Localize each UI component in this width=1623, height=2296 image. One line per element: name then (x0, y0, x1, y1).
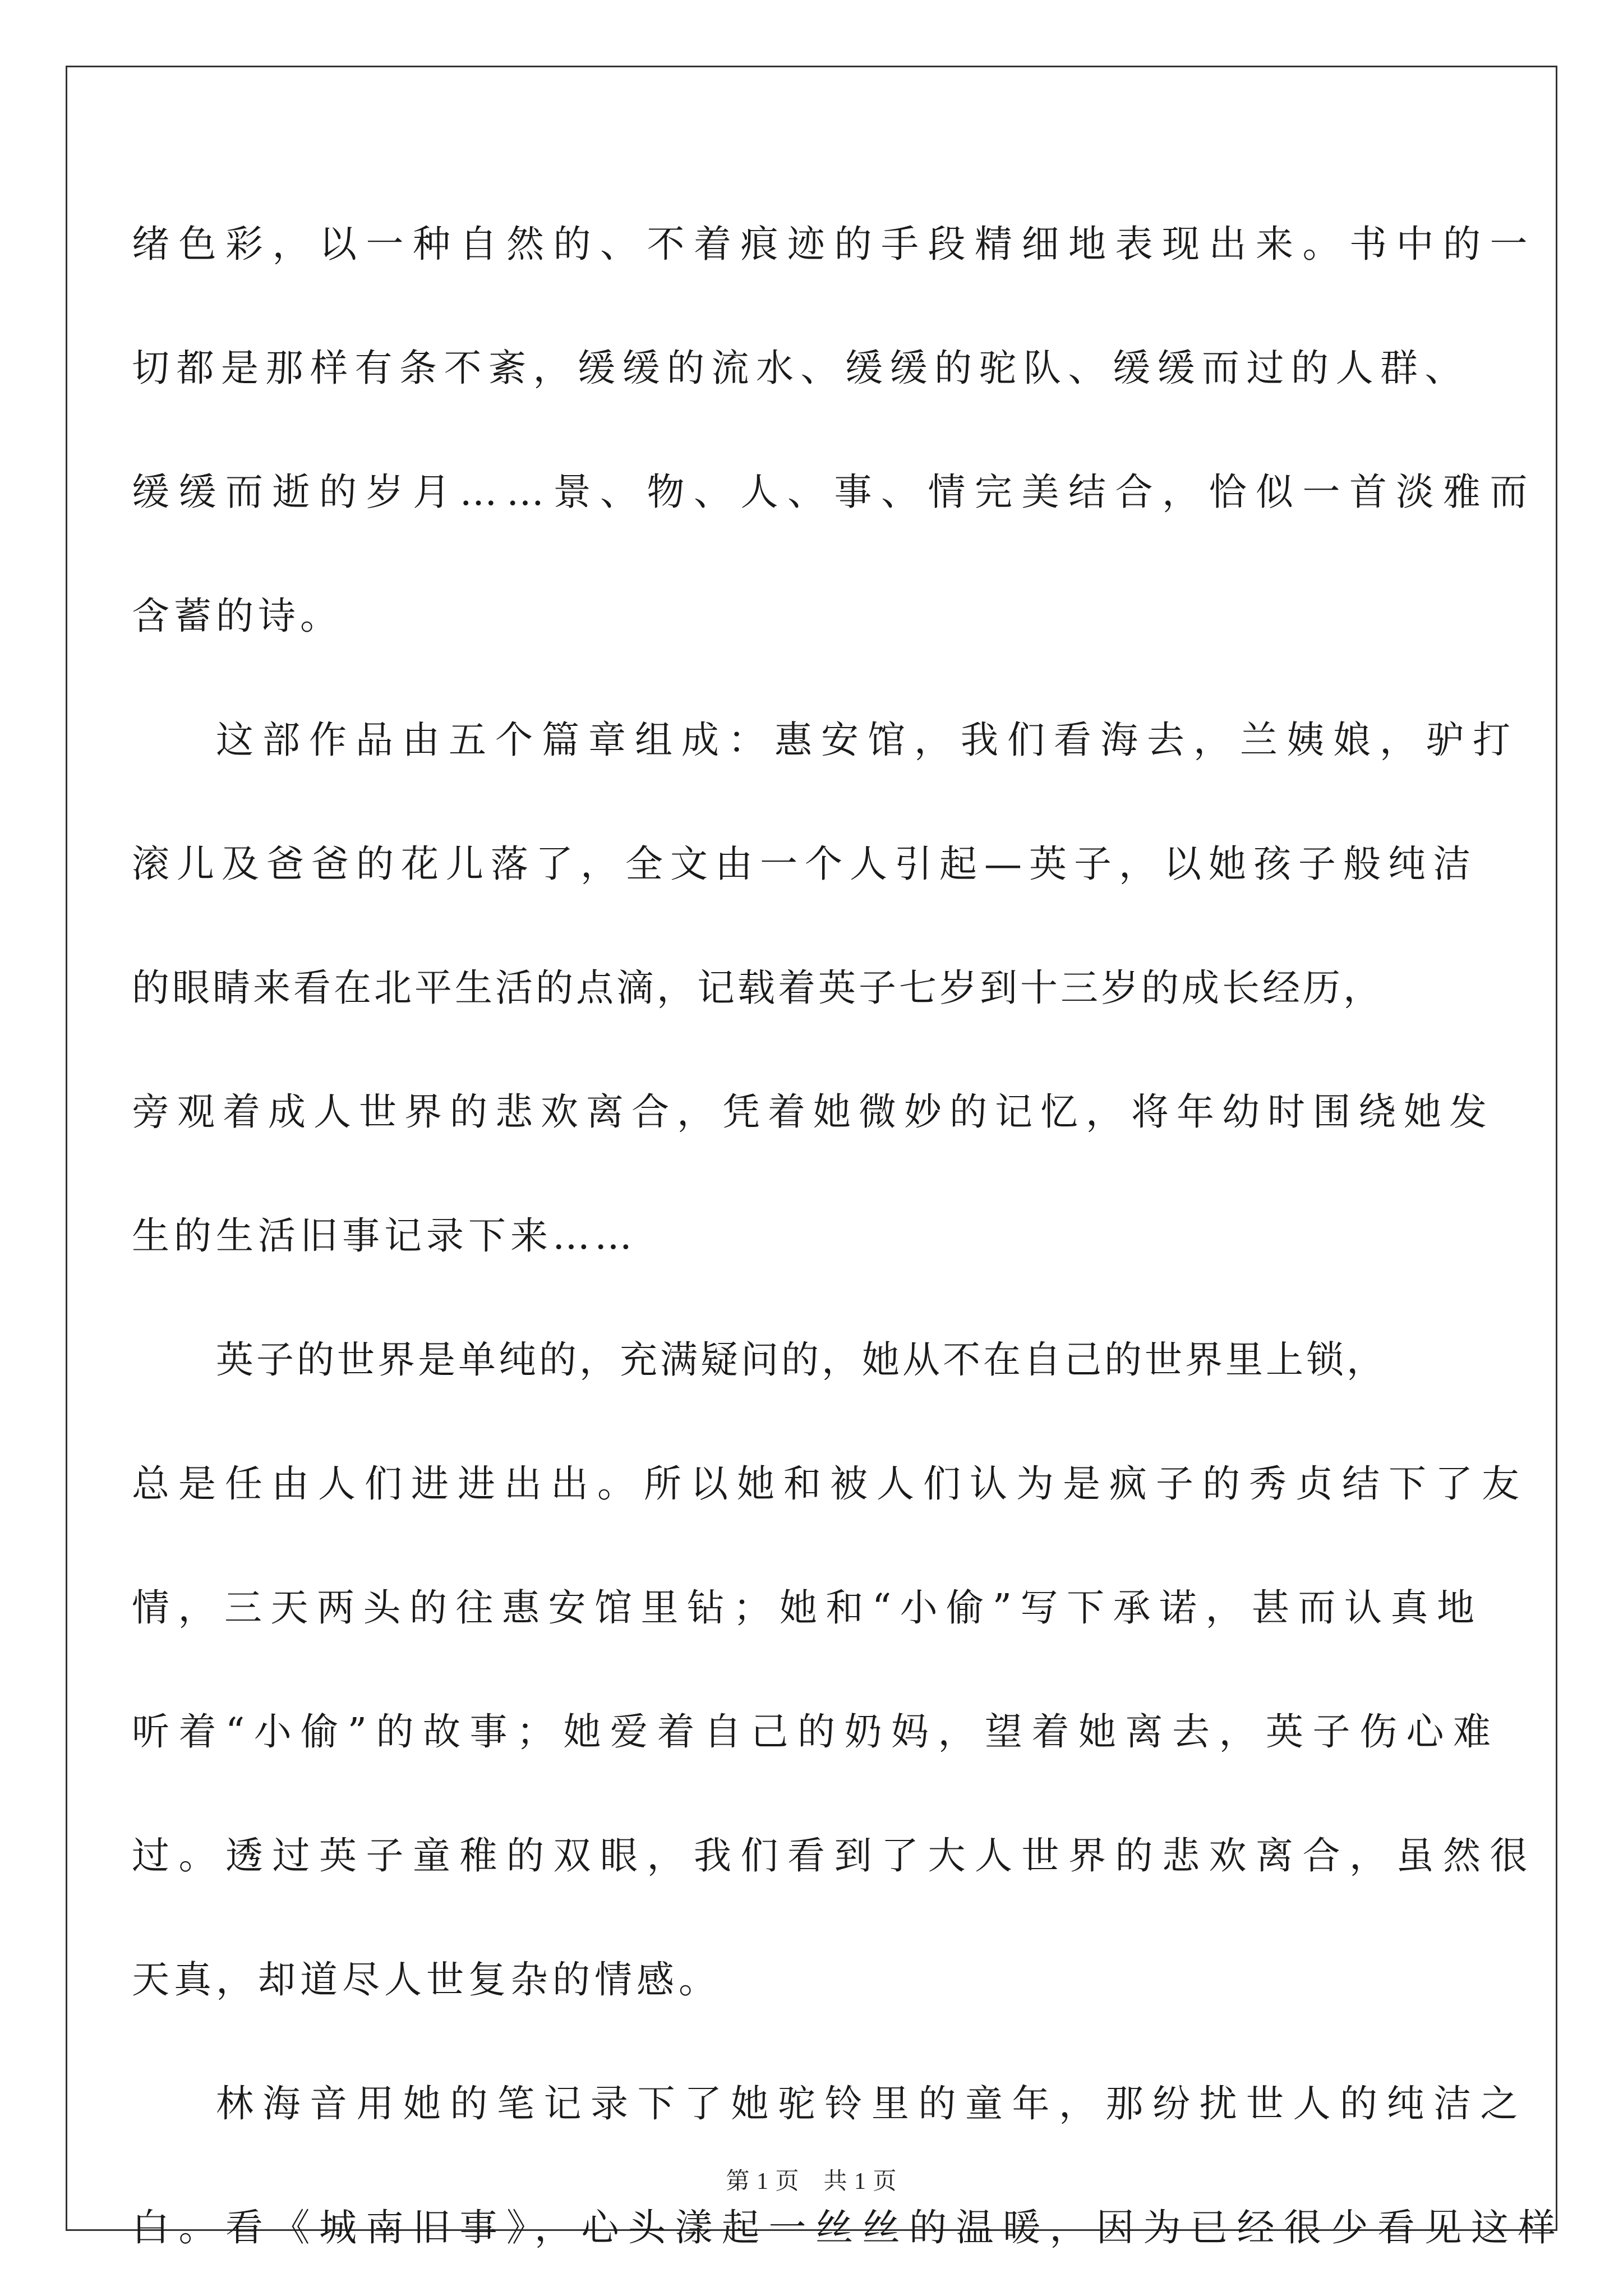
text-line: 切都是那样有条不紊，缓缓的流水、缓缓的驼队、缓缓而过的人群、 (132, 346, 1469, 390)
text-line: 情，三天两头的往惠安馆里钻；她和“小偷”写下承诺，甚而认真地 (132, 1586, 1483, 1630)
text-line: 总是任由人们进进出出。所以她和被人们认为是疯子的秀贞结下了友 (132, 1462, 1528, 1506)
text-line: 天真，却道尽人世复杂的情感。 (132, 1958, 721, 2001)
text-line: 白。看《城南旧事》，心头漾起一丝丝的温暖，因为已经很少看见这样 (132, 2206, 1565, 2249)
text-line: 林海音用她的笔记录下了她驼铃里的童年，那纷扰世人的纯洁之 (216, 2082, 1527, 2125)
text-line: 生的生活旧事记录下来…… (132, 1214, 637, 1258)
page-number-label: 第 1 页 共 1 页 (726, 2169, 897, 2194)
text-line: 听着“小偷”的故事；她爱着自己的奶妈，望着她离去，英子伤心难 (132, 1710, 1500, 1754)
paragraph (132, 1298, 1537, 2042)
text-line: 缓缓而逝的岁月……景、物、人、事、情完美结合，恰似一首淡雅而 (132, 470, 1537, 514)
text-line: 含蓄的诗。 (132, 594, 342, 638)
text-line: 过。透过英子童稚的双眼，我们看到了大人世界的悲欢离合，虽然很 (132, 1834, 1537, 1878)
text-line: 绪色彩，以一种自然的、不着痕迹的手段精细地表现出来。书中的一 (132, 222, 1537, 266)
text-line: 英子的世界是单纯的，充满疑问的，她从不在自己的世界里上锁， (216, 1338, 1387, 1382)
document-body (132, 182, 1565, 2290)
text-line: 滚儿及爸爸的花儿落了，全文由一个人引起—英子，以她孩子般纯洁 (132, 842, 1478, 886)
text-line: 的眼睛来看在北平生活的点滴，记载着英子七岁到十三岁的成长经历， (132, 966, 1384, 1010)
paragraph (132, 678, 1519, 1298)
paragraph (132, 182, 1537, 678)
text-line: 这部作品由五个篇章组成：惠安馆，我们看海去，兰姨娘，驴打 (216, 718, 1519, 762)
text-line: 旁观着成人世界的悲欢离合，凭着她微妙的记忆，将年幼时围绕她发 (132, 1090, 1495, 1134)
page-footer (0, 2162, 1623, 2196)
